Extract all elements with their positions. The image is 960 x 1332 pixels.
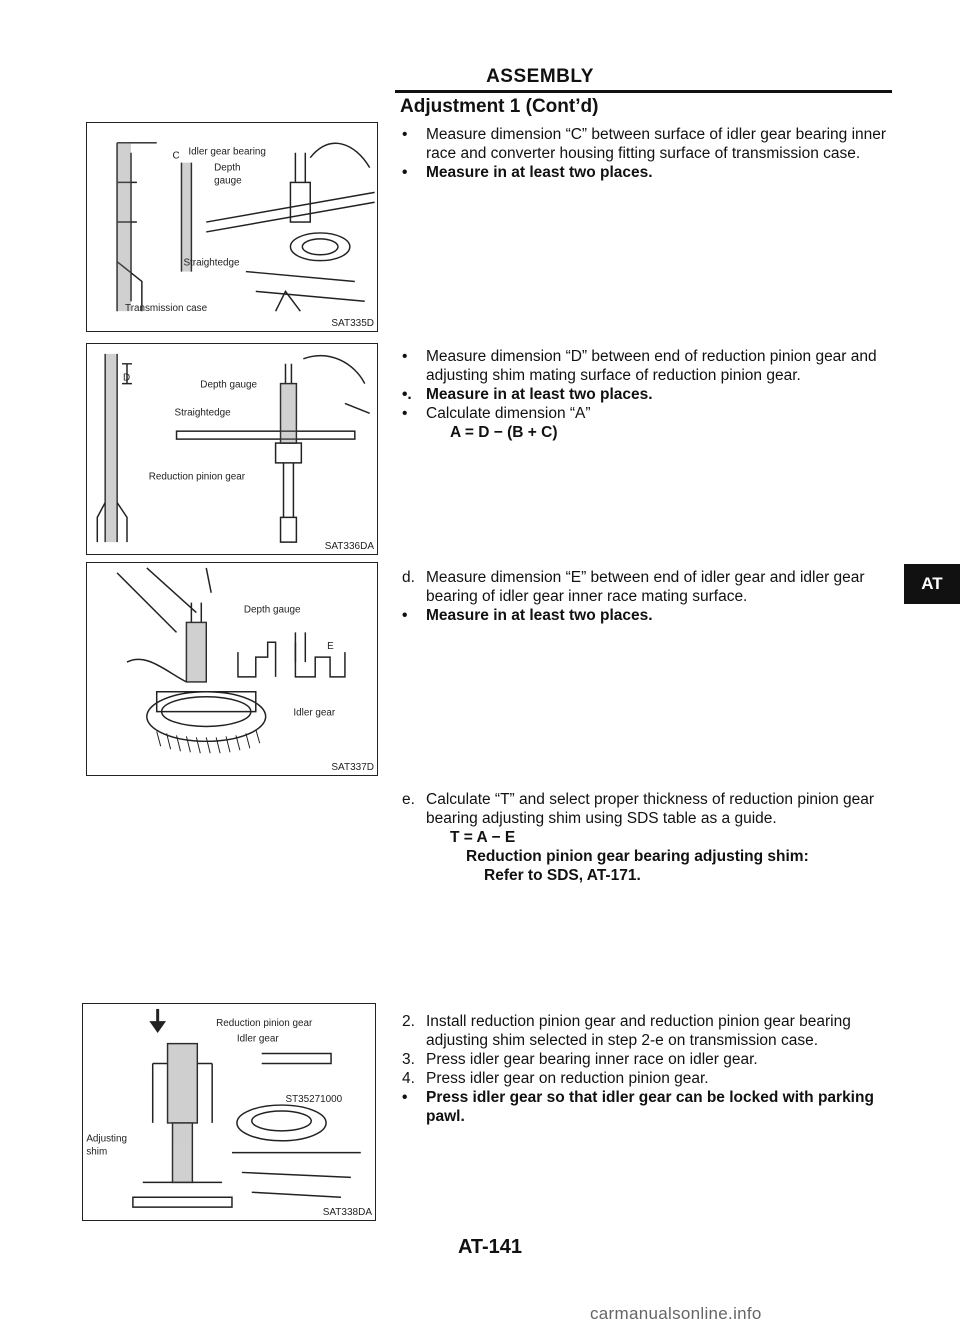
label-straightedge: Straightedge <box>174 407 231 419</box>
text-block-2 <box>400 347 896 442</box>
formula: T = A − E <box>450 829 516 846</box>
label-depth-gauge: Depth gauge <box>243 604 301 616</box>
text-block-3 <box>400 568 896 625</box>
page-number: AT-141 <box>457 1236 523 1258</box>
figure-sat336da <box>86 343 378 555</box>
text-block-1 <box>400 125 896 182</box>
figure-sat338da-drawing <box>83 1004 375 1220</box>
label-transmission-case: Transmission case <box>125 303 208 315</box>
list-item: • Measure in at least two places. <box>402 164 653 181</box>
figure-sat336da-drawing <box>87 344 377 554</box>
text-block-5 <box>400 1012 896 1126</box>
figure-sat335d-drawing <box>87 123 377 331</box>
section-title: ASSEMBLY <box>486 66 594 87</box>
figure-sat335d <box>86 122 378 332</box>
figure-code: SAT337D <box>331 762 374 773</box>
label-e: E <box>327 641 334 653</box>
list-item: • Measure dimension “D” between end of reduction pinion gear and adjusting shim mating surface of reduction pinion gear. <box>402 348 877 384</box>
figure-code: SAT335D <box>331 318 374 329</box>
list-item: d. Measure dimension “E” between end of idler gear and idler gear bearing of idler gear inner race mating surface. <box>402 569 865 605</box>
list-item: •. Measure in at least two places. <box>402 386 653 403</box>
list-item: 3. Press idler gear bearing inner race on idler gear. <box>402 1051 758 1068</box>
figure-code: SAT336DA <box>324 541 374 552</box>
label-c: C <box>172 150 180 162</box>
label-st35271000: ST35271000 <box>285 1094 343 1106</box>
label-shim: shim <box>86 1146 108 1158</box>
list-item: • Calculate dimension “A” <box>402 405 591 422</box>
list-item: 2. Install reduction pinion gear and reduction pinion gear bearing adjusting shim selected in step 2-e on transmission case. <box>402 1013 851 1049</box>
figure-sat337d-drawing <box>87 563 377 775</box>
figure-sat338da <box>82 1003 376 1221</box>
label-adjusting: Adjusting <box>86 1133 128 1145</box>
label-straightedge: Straightedge <box>183 257 240 269</box>
label-idler-gear: Idler gear <box>293 707 336 719</box>
label-idler-gear: Idler gear <box>236 1033 279 1045</box>
list-item: • Measure in at least two places. <box>402 607 653 624</box>
list-item: 4. Press idler gear on reduction pinion gear. <box>402 1070 709 1087</box>
label-reduction-pinion-gear: Reduction pinion gear <box>216 1017 313 1029</box>
list-item: e. Calculate “T” and select proper thickness of reduction pinion gear bearing adjusting shim using SDS table as a guide. <box>402 791 875 827</box>
label-gauge: gauge <box>214 175 242 187</box>
watermark: carmanualsonline.info <box>590 1304 762 1323</box>
formula: A = D − (B + C) <box>450 424 558 441</box>
page-subtitle: Adjustment 1 (Cont’d) <box>400 96 599 117</box>
figure-code: SAT338DA <box>322 1207 372 1218</box>
label-idler-gear-bearing: Idler gear bearing <box>188 146 266 158</box>
header-rule <box>395 90 892 93</box>
shim-note: Reduction pinion gear bearing adjusting shim: <box>466 848 809 865</box>
label-depth-gauge: Depth gauge <box>200 379 257 391</box>
list-item: • Press idler gear so that idler gear can be locked with parking pawl. <box>402 1089 874 1125</box>
text-block-4 <box>400 790 896 885</box>
section-tab-at[interactable]: AT <box>904 564 960 604</box>
sds-reference: Refer to SDS, AT-171. <box>484 867 641 884</box>
label-depth: Depth <box>214 162 241 174</box>
list-item: • Measure dimension “C” between surface of idler gear bearing inner race and converter housing fitting surface of transmission case. <box>402 126 887 162</box>
label-d: D <box>123 372 131 384</box>
label-reduction-pinion-gear: Reduction pinion gear <box>148 471 246 483</box>
figure-sat337d <box>86 562 378 776</box>
